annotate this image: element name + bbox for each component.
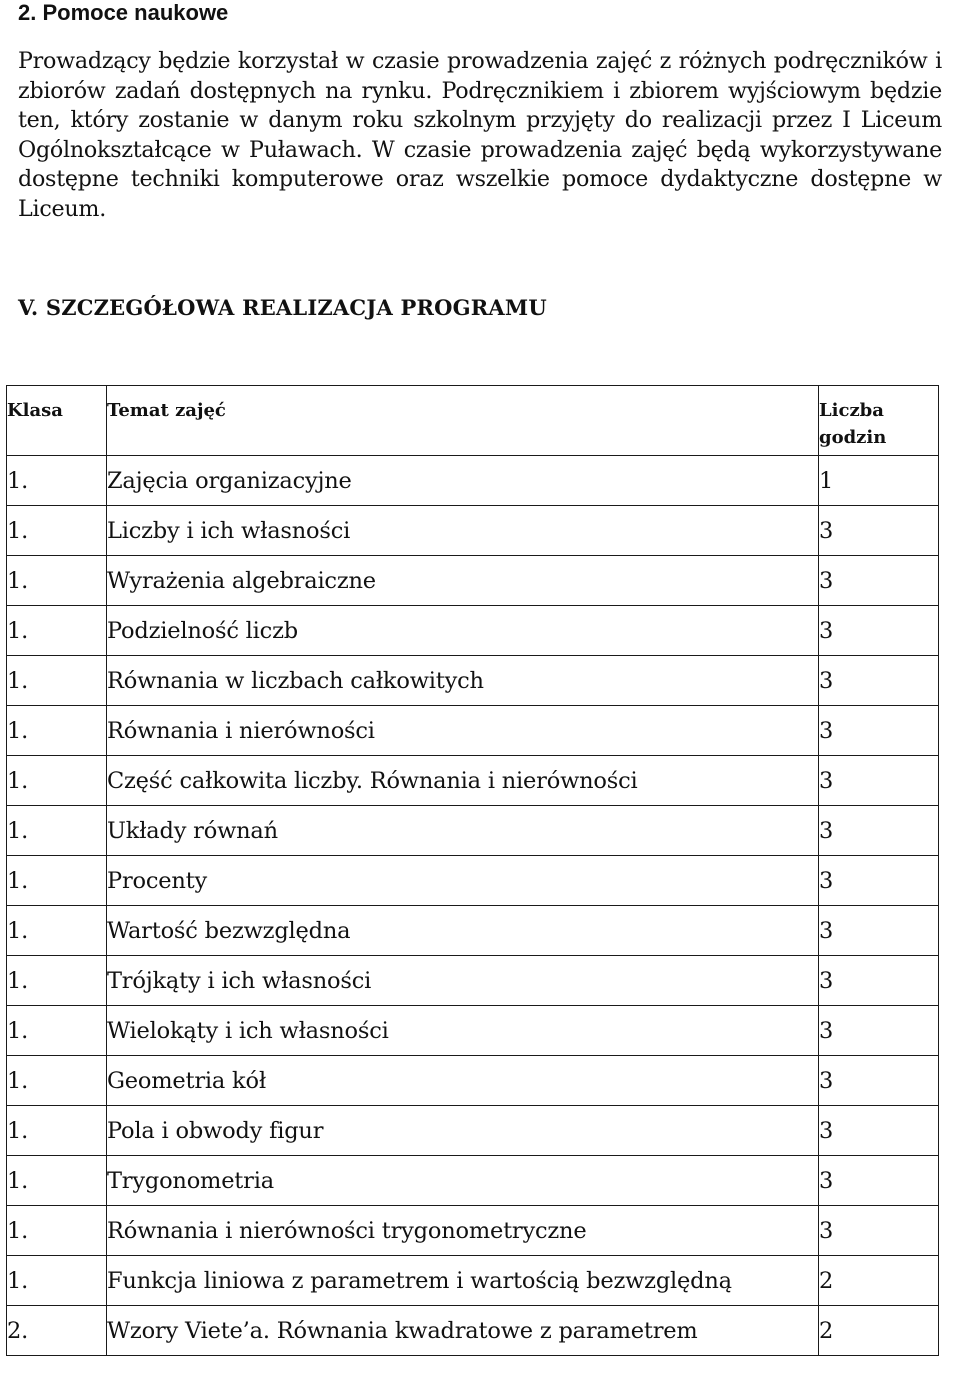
table-row	[7, 656, 939, 706]
table-row	[7, 1306, 939, 1356]
header-godziny-line1: Liczba	[819, 400, 884, 421]
cell-klasa: 1.	[7, 856, 107, 906]
cell-klasa: 1.	[7, 756, 107, 806]
cell-godziny: 3	[819, 506, 939, 556]
cell-klasa: 1.	[7, 806, 107, 856]
cell-godziny: 3	[819, 1156, 939, 1206]
table-row	[7, 606, 939, 656]
cell-godziny: 1	[819, 456, 939, 506]
header-godziny-line2: godzin	[819, 427, 887, 448]
cell-godziny: 3	[819, 756, 939, 806]
cell-klasa: 1.	[7, 506, 107, 556]
table-row	[7, 1206, 939, 1256]
cell-klasa: 1.	[7, 606, 107, 656]
table-row	[7, 1056, 939, 1106]
cell-godziny: 3	[819, 956, 939, 1006]
table-row	[7, 506, 939, 556]
cell-temat: Wyrażenia algebraiczne	[107, 556, 819, 606]
table-header-row	[7, 386, 939, 456]
cell-temat: Część całkowita liczby. Równania i nierówności	[107, 756, 819, 806]
section-heading: 2. Pomoce naukowe	[18, 0, 229, 25]
cell-klasa: 1.	[7, 906, 107, 956]
table-body	[7, 456, 939, 1356]
header-temat: Temat zajęć	[107, 386, 819, 456]
cell-godziny: 3	[819, 1056, 939, 1106]
cell-temat: Podzielność liczb	[107, 606, 819, 656]
cell-godziny: 3	[819, 656, 939, 706]
cell-temat: Układy równań	[107, 806, 819, 856]
table-row	[7, 956, 939, 1006]
table-row	[7, 1006, 939, 1056]
cell-temat: Zajęcia organizacyjne	[107, 456, 819, 506]
cell-klasa: 1.	[7, 1206, 107, 1256]
cell-godziny: 3	[819, 706, 939, 756]
cell-temat: Wzory Viete’a. Równania kwadratowe z parametrem	[107, 1306, 819, 1356]
cell-godziny: 3	[819, 1106, 939, 1156]
cell-temat: Wartość bezwzględna	[107, 906, 819, 956]
program-table	[6, 385, 939, 1356]
cell-klasa: 1.	[7, 556, 107, 606]
cell-temat: Równania i nierówności	[107, 706, 819, 756]
cell-klasa: 2.	[7, 1306, 107, 1356]
table-row	[7, 706, 939, 756]
cell-klasa: 1.	[7, 1006, 107, 1056]
cell-temat: Trygonometria	[107, 1156, 819, 1206]
table-row	[7, 856, 939, 906]
cell-klasa: 1.	[7, 1106, 107, 1156]
table-row	[7, 1156, 939, 1206]
table-row	[7, 556, 939, 606]
cell-temat: Trójkąty i ich własności	[107, 956, 819, 1006]
cell-klasa: 1.	[7, 706, 107, 756]
cell-godziny: 3	[819, 606, 939, 656]
cell-klasa: 1.	[7, 956, 107, 1006]
cell-godziny: 2	[819, 1256, 939, 1306]
cell-temat: Równania i nierówności trygonometryczne	[107, 1206, 819, 1256]
cell-godziny: 3	[819, 906, 939, 956]
cell-klasa: 1.	[7, 1256, 107, 1306]
cell-klasa: 1.	[7, 456, 107, 506]
cell-klasa: 1.	[7, 656, 107, 706]
cell-temat: Pola i obwody figur	[107, 1106, 819, 1156]
cell-temat: Wielokąty i ich własności	[107, 1006, 819, 1056]
table-row	[7, 806, 939, 856]
cell-temat: Liczby i ich własności	[107, 506, 819, 556]
cell-godziny: 3	[819, 856, 939, 906]
cell-temat: Funkcja liniowa z parametrem i wartością bezwzględną	[107, 1256, 819, 1306]
cell-temat: Procenty	[107, 856, 819, 906]
cell-klasa: 1.	[7, 1056, 107, 1106]
cell-godziny: 3	[819, 1006, 939, 1056]
cell-godziny: 3	[819, 556, 939, 606]
table-row	[7, 756, 939, 806]
header-klasa: Klasa	[7, 386, 107, 456]
header-godziny	[819, 386, 939, 456]
table-row	[7, 906, 939, 956]
cell-godziny: 3	[819, 806, 939, 856]
cell-godziny: 2	[819, 1306, 939, 1356]
table-row	[7, 456, 939, 506]
teaching-aids-paragraph: Prowadzący będzie korzystał w czasie prowadzenia zajęć z różnych podręczników i zbiorów zadań dostępnych na rynku. Podręcznikiem i zbiorem wyjściowym będzie ten, który zostanie w danym roku szkolnym przyjęty do realizacji przez I Liceum Ogólnokształcące w Puławach. W czasie prowadzenia zajęć będą wykorzystywane dostępne techniki komputerowe oraz wszelkie pomoce dydaktyczne dostępne w Liceum.	[18, 48, 942, 222]
program-heading: V. SZCZEGÓŁOWA REALIZACJA PROGRAMU	[18, 295, 547, 320]
cell-godziny: 3	[819, 1206, 939, 1256]
cell-temat: Równania w liczbach całkowitych	[107, 656, 819, 706]
table-row	[7, 1256, 939, 1306]
cell-temat: Geometria kół	[107, 1056, 819, 1106]
cell-klasa: 1.	[7, 1156, 107, 1206]
table-row	[7, 1106, 939, 1156]
